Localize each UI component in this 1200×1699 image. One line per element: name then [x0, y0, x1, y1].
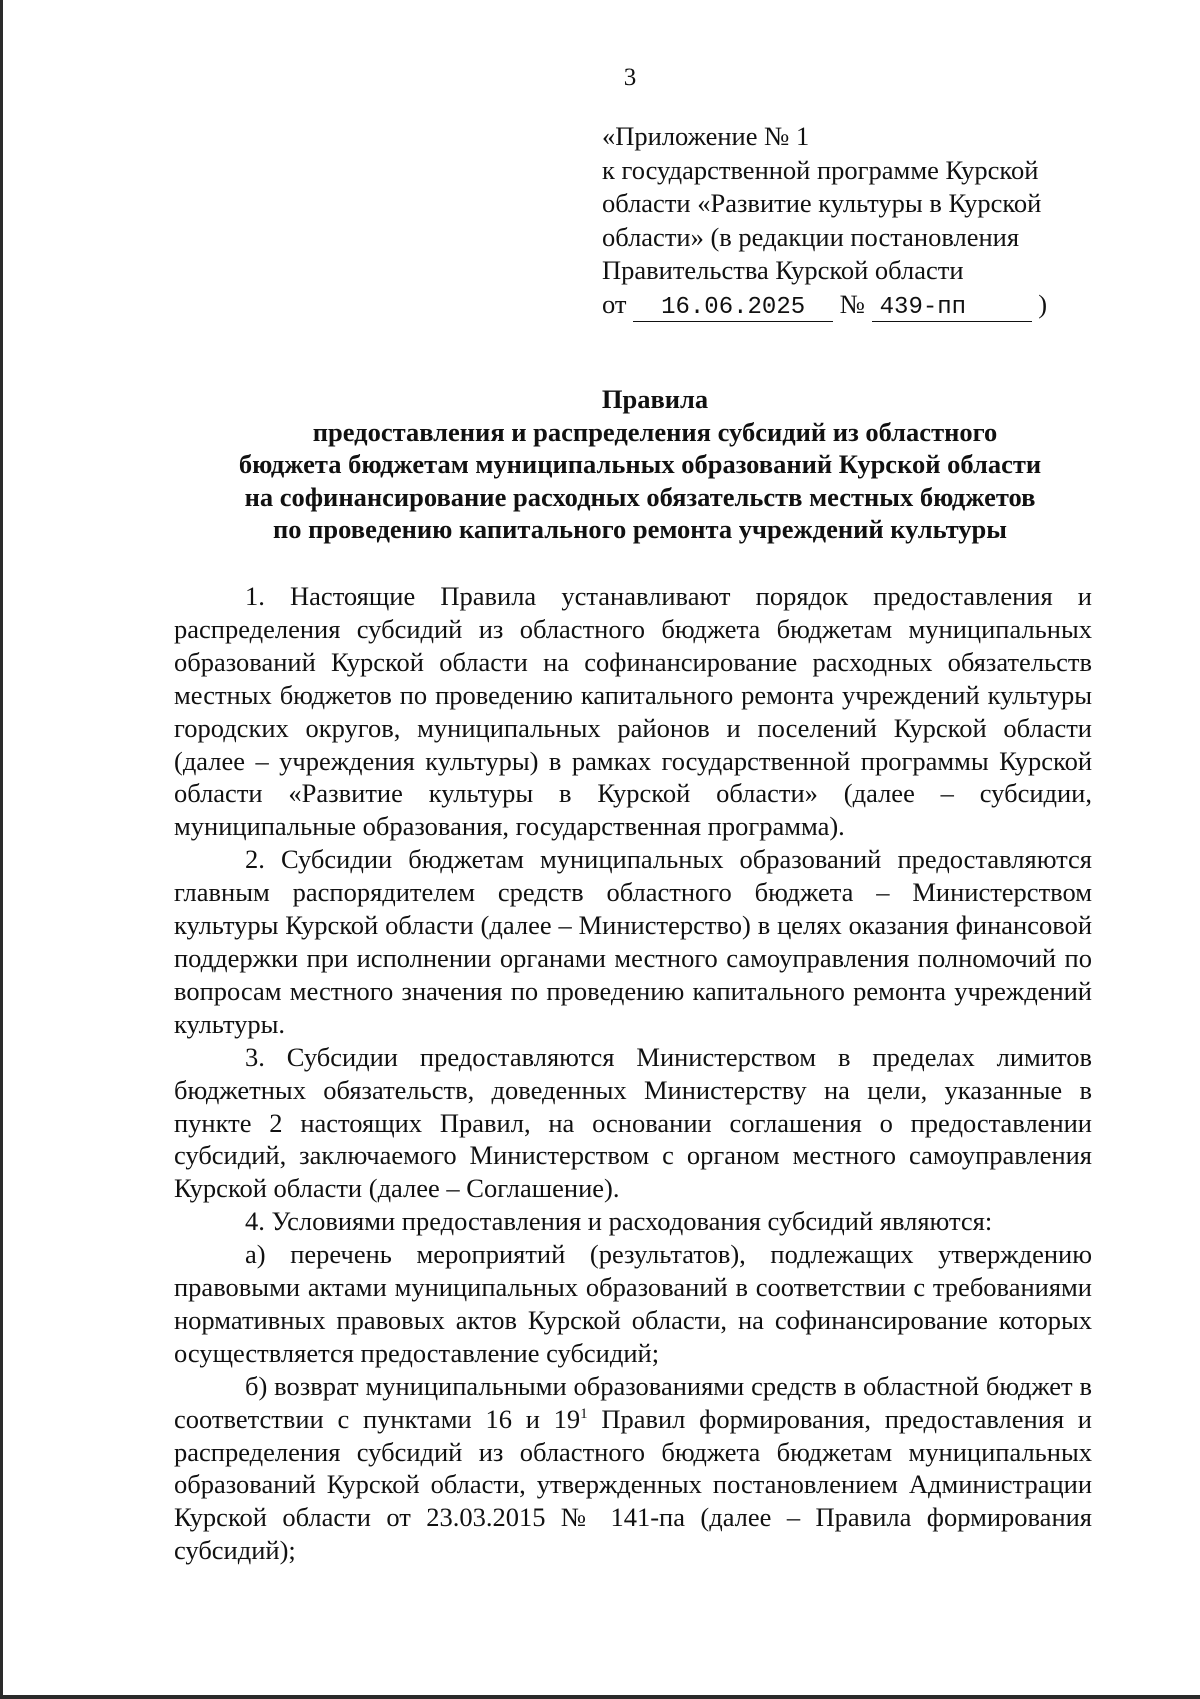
paragraph-4b — [174, 1370, 1092, 1567]
paragraph-2: 2. Субсидии бюджетам муниципальных образований предоставляются главным распорядителем средств областного бюджета – Министерством культуры Курской области (далее – Министерство) в целях оказания финансовой поддержки при исполнении органами местного самоуправления полномочий по вопросам местного значения по проведению капитального ремонта учреждений культуры. — [174, 844, 1092, 1039]
annex-closing: ) — [1038, 288, 1048, 319]
title-line-1: Правила — [601, 384, 709, 414]
title-line-5: по проведению капитального ремонта учреждений культуры — [273, 514, 1007, 544]
paragraph-4b-part-2: Правил формирования, предоставления и распределения субсидий из областного бюджета бюджетам муниципальных образований Курской области, утвержденных постановлением Администрации Курской области от 23.03.2015 № 141-па (далее – Правила формирования субсидий); — [174, 1403, 1092, 1566]
document-title — [160, 383, 1120, 546]
annex-from-label: от — [602, 288, 627, 319]
scan-edge-left — [0, 0, 3, 1699]
page-number: 3 — [623, 64, 637, 91]
paragraph-4a: а) перечень мероприятий (результатов), подлежащих утверждению правовыми актами муниципальных образований в соответствии с требованиями нормативных правовых актов Курской области, на софинансирование которых осуществляется предоставление субсидий; — [174, 1239, 1092, 1368]
annex-line-5: Правительства Курской области — [602, 255, 964, 285]
annex-date-line — [602, 288, 1082, 322]
annex-number-label: № — [839, 288, 866, 319]
annex-block — [602, 120, 1082, 322]
paragraph-4: 4. Условиями предоставления и расходования субсидий являются: — [245, 1206, 993, 1237]
annex-line-4: области» (в редакции постановления — [602, 221, 1020, 252]
document-body — [174, 580, 1092, 1567]
title-line-3: бюджета бюджетам муниципальных образований Курской области — [238, 449, 1042, 479]
scan-edge-bottom — [0, 1695, 1200, 1699]
paragraph-4b-superscript: 1 — [580, 1405, 588, 1422]
title-line-4: на софинансирование расходных обязательств местных бюджетов — [244, 481, 1036, 512]
paragraph-4b-part-1: б) возврат муниципальными образованиями средств в областной бюджет в соответствии с пунктами 16 и 19 — [174, 1370, 1092, 1434]
annex-line-2: к государственной программе Курской — [602, 154, 1039, 185]
annex-line-1: «Приложение № 1 — [602, 121, 810, 151]
paragraph-3: 3. Субсидии предоставляются Министерством в пределах лимитов бюджетных обязательств, доведенных Министерству на цели, указанные в пункте 2 настоящих Правил, на основании соглашения о предоставлении субсидий, заключаемого Министерством с органом местного самоуправления Курской области (далее – Соглашение). — [174, 1041, 1092, 1204]
title-line-2: предоставления и распределения субсидий из областного — [312, 416, 998, 447]
annex-date: 16.06.2025 — [633, 295, 833, 322]
annex-line-3: области «Развитие культуры в Курской — [602, 188, 1042, 218]
annex-number: 439-пп — [872, 295, 1032, 322]
paragraph-1: 1. Настоящие Правила устанавливают порядок предоставления и распределения субсидий из областного бюджета бюджетам муниципальных образований Курской области на софинансирование расходных обязательств местных бюджетов по проведению капитального ремонта учреждений культуры городских округов, муниципальных районов и поселений Курской области (далее – учреждения культуры) в рамках государственной программы Курской области «Развитие культуры в Курской области» (далее – субсидии, муниципальные образования, государственная программа). — [174, 581, 1092, 842]
